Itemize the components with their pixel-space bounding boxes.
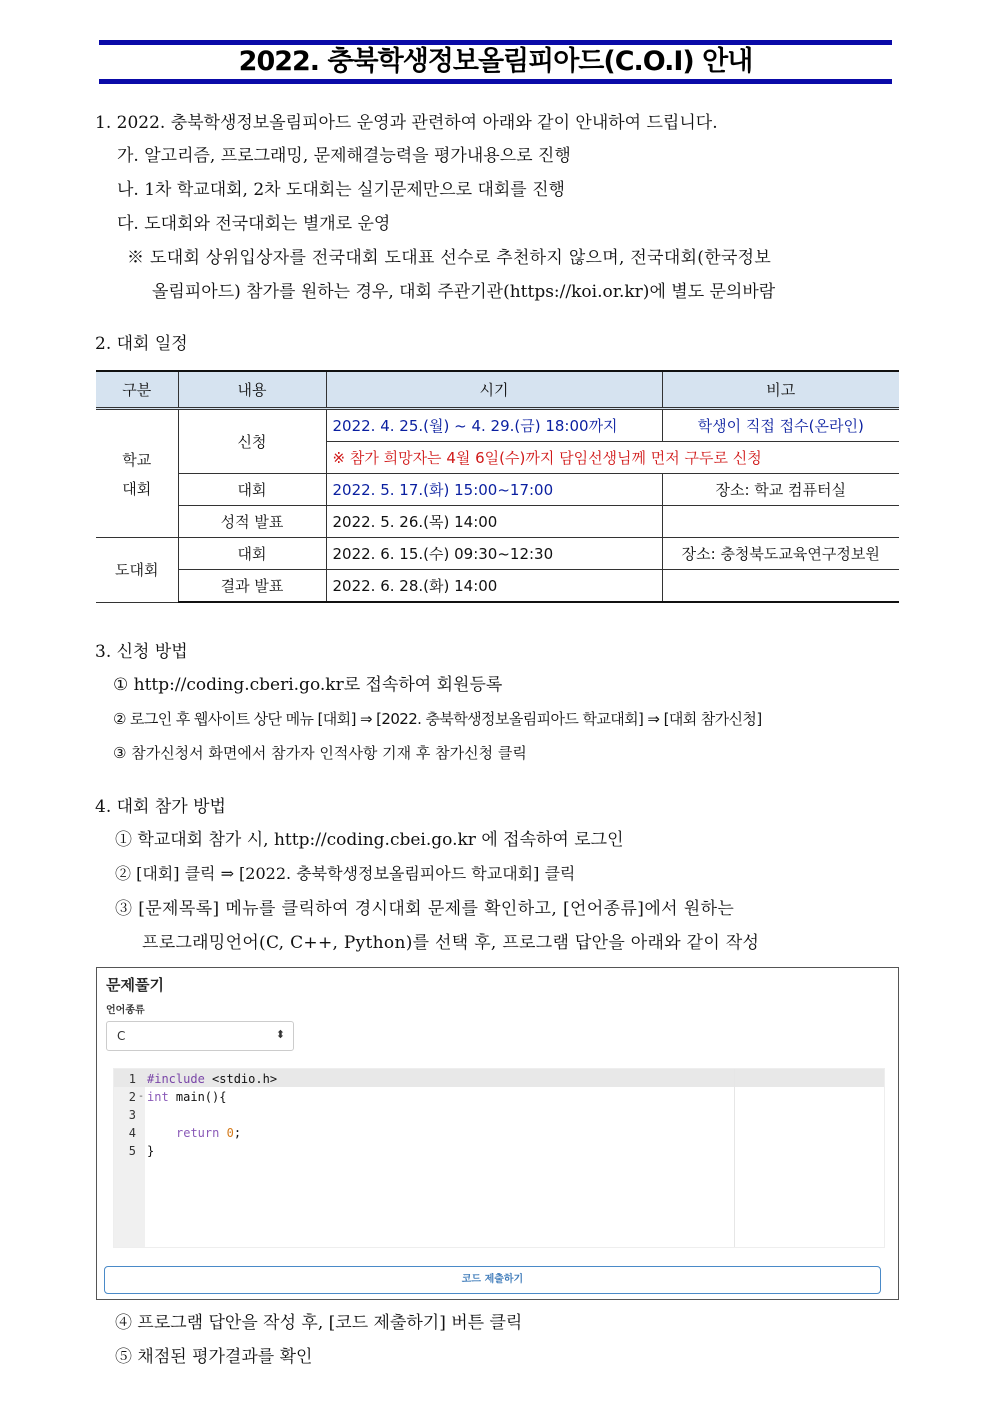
code-text: <stdio.h> bbox=[204, 1072, 278, 1086]
sec4-item-4: ④ 프로그램 답안을 작성 후, [코드 제출하기] 버튼 클릭 bbox=[115, 1313, 523, 1333]
cell-school-contest bbox=[96, 409, 178, 538]
code-editor[interactable] bbox=[113, 1068, 885, 1248]
code-keyword: int bbox=[147, 1090, 169, 1104]
sec3-item-2: ② 로그인 후 웹사이트 상단 메뉴 [대회] ⇒ [2022. 충북학생정보올림피아드 학교대회] ⇒ [대회 참가신청] bbox=[113, 710, 762, 728]
print-margin bbox=[734, 1069, 735, 1247]
table-row bbox=[96, 506, 899, 538]
sec1-heading: 1. 2022. 충북학생정보올림피아드 운영과 관련하여 아래와 같이 안내하여 드립니다. bbox=[95, 113, 718, 133]
sec3-heading: 3. 신청 방법 bbox=[95, 642, 188, 662]
cell-prov-date: 2022. 6. 15.(수) 09:30~12:30 bbox=[326, 538, 662, 570]
table-row bbox=[96, 538, 899, 570]
cell-school-line2: 대회 bbox=[122, 479, 152, 498]
title-rule-bottom bbox=[99, 79, 892, 84]
header-category: 구분 bbox=[96, 371, 178, 409]
language-select[interactable] bbox=[106, 1021, 294, 1051]
code-text: ; bbox=[233, 1126, 242, 1140]
cell-contest-note: 장소: 학교 컴퓨터실 bbox=[662, 474, 899, 506]
submit-code-button[interactable]: 코드 제출하기 bbox=[104, 1266, 881, 1294]
sec1-item-2: 나. 1차 학교대회, 2차 도대회는 실기문제만으로 대회를 진행 bbox=[117, 180, 565, 200]
sec4-item-3-cont: 프로그래밍언어(C, C++, Python)를 선택 후, 프로그램 답안을 아래와 같이 작성 bbox=[142, 933, 760, 953]
cell-school-line1: 학교 bbox=[122, 450, 152, 469]
code-line-2 bbox=[147, 1088, 226, 1106]
cell-provincial: 도대회 bbox=[96, 538, 178, 603]
code-keyword: #include bbox=[147, 1072, 205, 1086]
code-line-1 bbox=[147, 1070, 277, 1088]
cell-apply-date: 2022. 4. 25.(월) ~ 4. 29.(금) 18:00까지 bbox=[326, 409, 662, 442]
cell-result-note bbox=[662, 570, 899, 603]
table-header-row bbox=[96, 371, 899, 409]
sec1-note-1: ※ 도대회 상위입상자를 전국대회 도대표 선수로 추천하지 않으며, 전국대회(한국정보 bbox=[127, 248, 772, 268]
select-arrows-icon: ⬍ bbox=[275, 1028, 285, 1041]
line-number: 3 bbox=[128, 1108, 136, 1122]
code-text: main(){ bbox=[168, 1090, 227, 1104]
panel-title: 문제풀기 bbox=[106, 976, 164, 994]
cell-grade-note bbox=[662, 506, 899, 538]
code-line-5: } bbox=[147, 1144, 155, 1158]
line-number: 5 bbox=[128, 1144, 136, 1158]
cell-grade: 성적 발표 bbox=[178, 506, 326, 538]
cell-result: 결과 발표 bbox=[178, 570, 326, 603]
cell-result-date: 2022. 6. 28.(화) 14:00 bbox=[326, 570, 662, 603]
cell-apply-warning: ※ 참가 희망자는 4월 6일(수)까지 담임선생님께 먼저 구두로 신청 bbox=[326, 442, 899, 474]
language-select-value: C bbox=[117, 1029, 126, 1043]
line-number: 2 bbox=[128, 1090, 136, 1104]
cell-prov-note: 장소: 충청북도교육연구정보원 bbox=[662, 538, 899, 570]
code-keyword: return bbox=[176, 1126, 220, 1140]
cell-prov-contest: 대회 bbox=[178, 538, 326, 570]
cell-grade-date: 2022. 5. 26.(목) 14:00 bbox=[326, 506, 662, 538]
sec3-item-3: ③ 참가신청서 화면에서 참가자 인적사항 기재 후 참가신청 클릭 bbox=[113, 744, 527, 762]
page-title: 2022. 충북학생정보올림피아드(C.O.I) 안내 bbox=[238, 46, 753, 77]
code-line-4 bbox=[176, 1124, 241, 1142]
sec3-item-1: ① http://coding.cberi.go.kr로 접속하여 회원등록 bbox=[113, 675, 503, 695]
sec1-item-3: 다. 도대회와 전국대회는 별개로 운영 bbox=[117, 214, 391, 234]
title-banner bbox=[99, 40, 892, 84]
sec4-item-5: ⑤ 채점된 평가결과를 확인 bbox=[115, 1347, 313, 1367]
language-label: 언어종류 bbox=[106, 1005, 145, 1016]
code-editor-panel bbox=[96, 967, 899, 1300]
table-row bbox=[96, 409, 899, 442]
sec4-item-1: ① 학교대회 참가 시, http://coding.cbei.go.kr 에 접속하여 로그인 bbox=[115, 830, 624, 850]
line-number: 4 bbox=[128, 1126, 136, 1140]
table-row bbox=[96, 570, 899, 603]
sec4-item-2: ② [대회] 클릭 ⇒ [2022. 충북학생정보올림피아드 학교대회] 클릭 bbox=[115, 864, 576, 883]
sec1-note-2: 올림피아드) 참가를 원하는 경우, 대회 주관기관(https://koi.or.kr)에 별도 문의바람 bbox=[152, 282, 776, 302]
sec4-item-3: ③ [문제목록] 메뉴를 클릭하여 경시대회 문제를 확인하고, [언어종류]에서 원하는 bbox=[115, 899, 735, 919]
cell-apply: 신청 bbox=[178, 409, 326, 474]
schedule-table bbox=[96, 370, 899, 603]
code-number: 0 bbox=[226, 1126, 234, 1140]
header-remarks: 비고 bbox=[662, 371, 899, 409]
header-content: 내용 bbox=[178, 371, 326, 409]
line-number: 1 bbox=[128, 1072, 136, 1086]
header-period: 시기 bbox=[326, 371, 662, 409]
cell-contest-date: 2022. 5. 17.(화) 15:00~17:00 bbox=[326, 474, 662, 506]
cell-contest: 대회 bbox=[178, 474, 326, 506]
cell-apply-note: 학생이 직접 접수(온라인) bbox=[662, 409, 899, 442]
fold-icon[interactable]: - bbox=[138, 1091, 145, 1102]
sec1-item-1: 가. 알고리즘, 프로그래밍, 문제해결능력을 평가내용으로 진행 bbox=[117, 146, 571, 166]
table-row bbox=[96, 474, 899, 506]
sec4-heading: 4. 대회 참가 방법 bbox=[95, 797, 226, 817]
sec2-heading: 2. 대회 일정 bbox=[95, 334, 188, 354]
